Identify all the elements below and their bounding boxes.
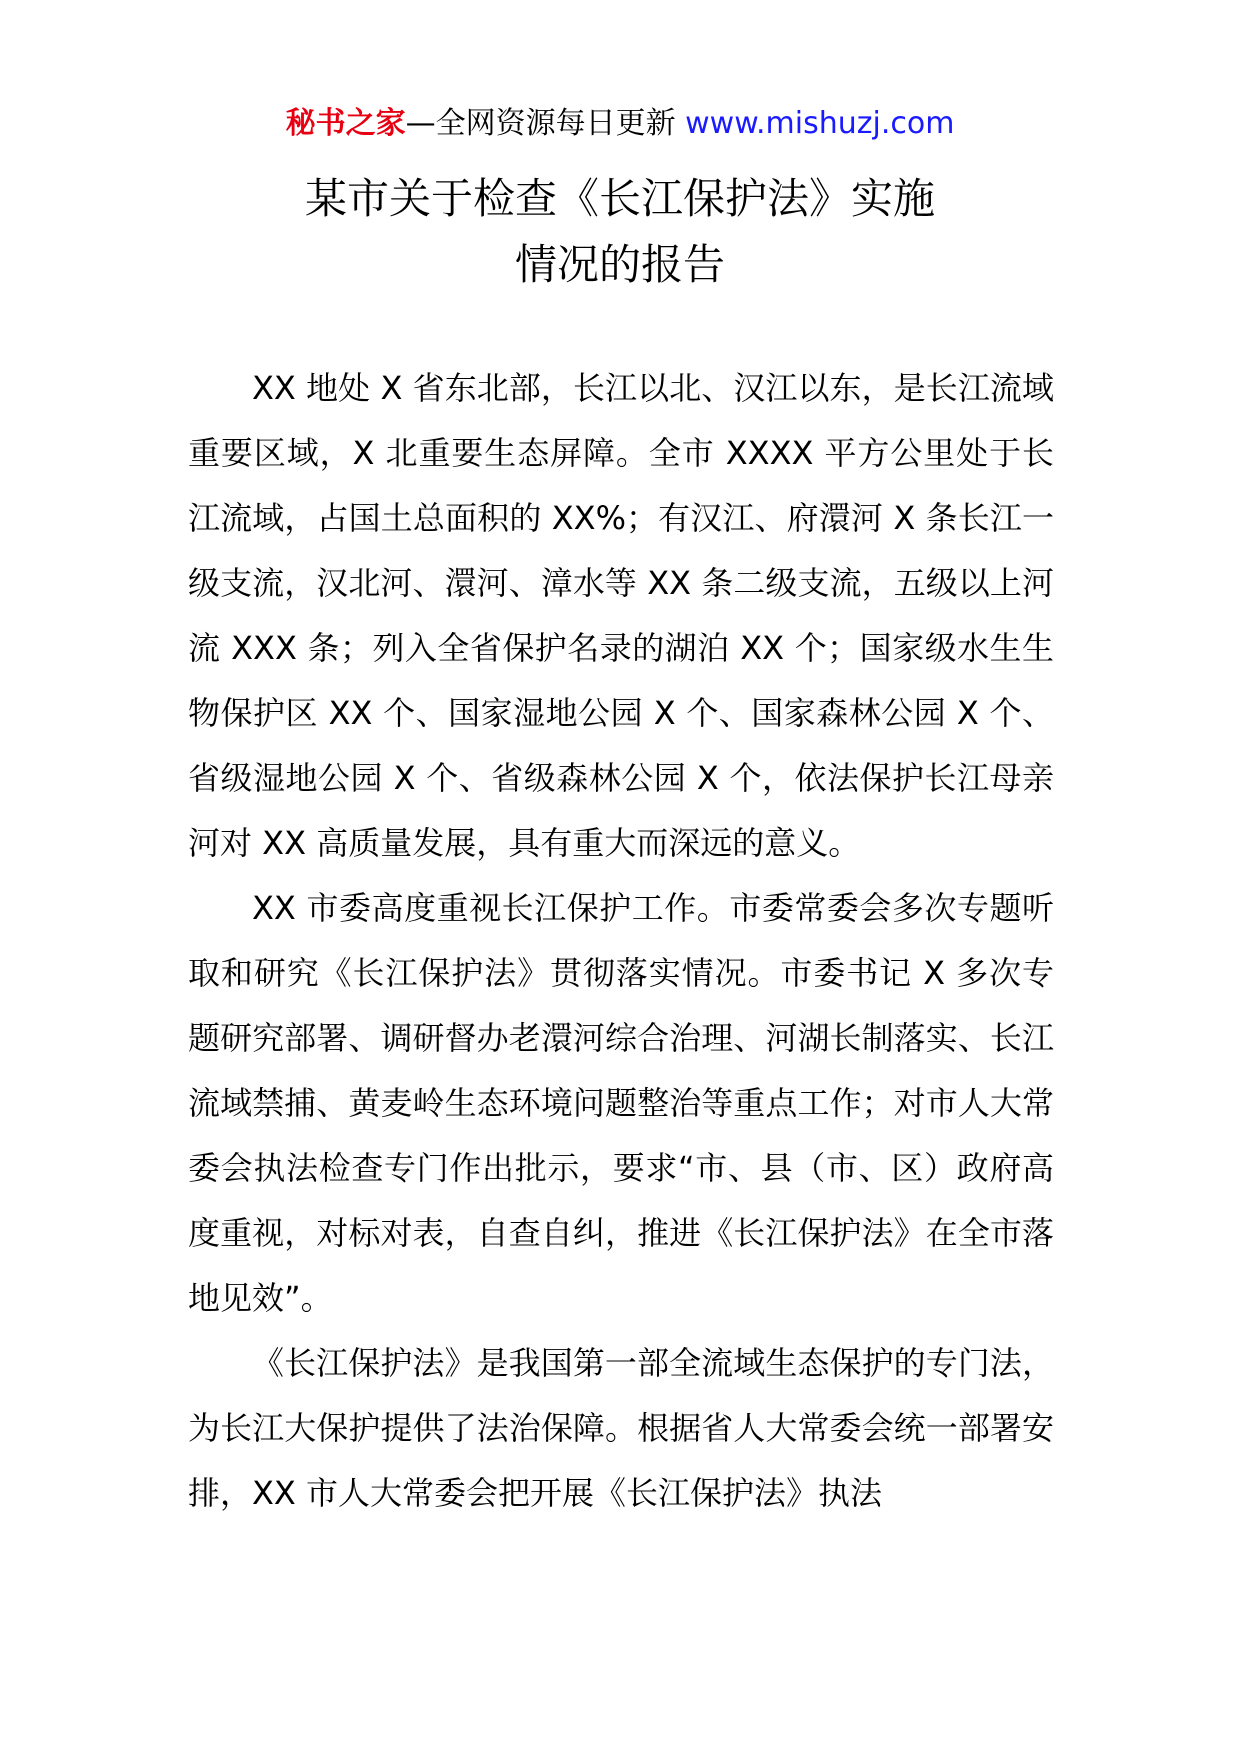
brand-name: 秘书之家 [285,106,406,141]
title-line-1: 某市关于检查《长江保护法》实施 [304,174,935,223]
title-line-2: 情况的报告 [514,240,725,289]
paragraph-2: XX 市委高度重视长江保护工作。市委常委会多次专题听取和研究《长江保护法》贯彻落实情况。市委书记 X 多次专题研究部署、调研督办老澴河综合治理、河湖长制落实、长江流域禁捕、黄麦岭生态环境问题整治等重点工作；对市人大常委会执法检查专门作出批示，要求“市、县（市、区）政府高度重视，对标对表，自查自纠，推进《长江保护法》在全市落地见效”。 [188,889,1054,1317]
paragraph-3: 《长江保护法》是我国第一部全流域生态保护的专门法，为长江大保护提供了法治保障。根据省人大常委会统一部署安排，XX 市人大常委会把开展《长江保护法》执法 [188,1344,1054,1512]
site-url-link[interactable]: www.mishuzj.com [685,106,955,141]
header-slogan: —全网资源每日更新 [405,106,686,141]
paragraph-1: XX 地处 X 省东北部，长江以北、汉江以东，是长江流域重要区域，X 北重要生态屏障。全市 XXXX 平方公里处于长江流域，占国土总面积的 XX%；有汉江、府澴河 X 条长江一级支流，汉北河、澴河、漳水等 XX 条二级支流，五级以上河流 XXX 条；列入全省保护名录的湖泊 XX 个；国家级水生生物保护区 XX 个、国家湿地公园 X 个、国家森林公园 X 个、省级湿地公园 X 个、省级森林公园 X 个，依法保护长江母亲河对 XX 高质量发展，具有重大而深远的意义。 [188,369,1054,862]
document-body [188,356,1054,1526]
site-header [0,104,1240,144]
document-title [0,166,1240,298]
